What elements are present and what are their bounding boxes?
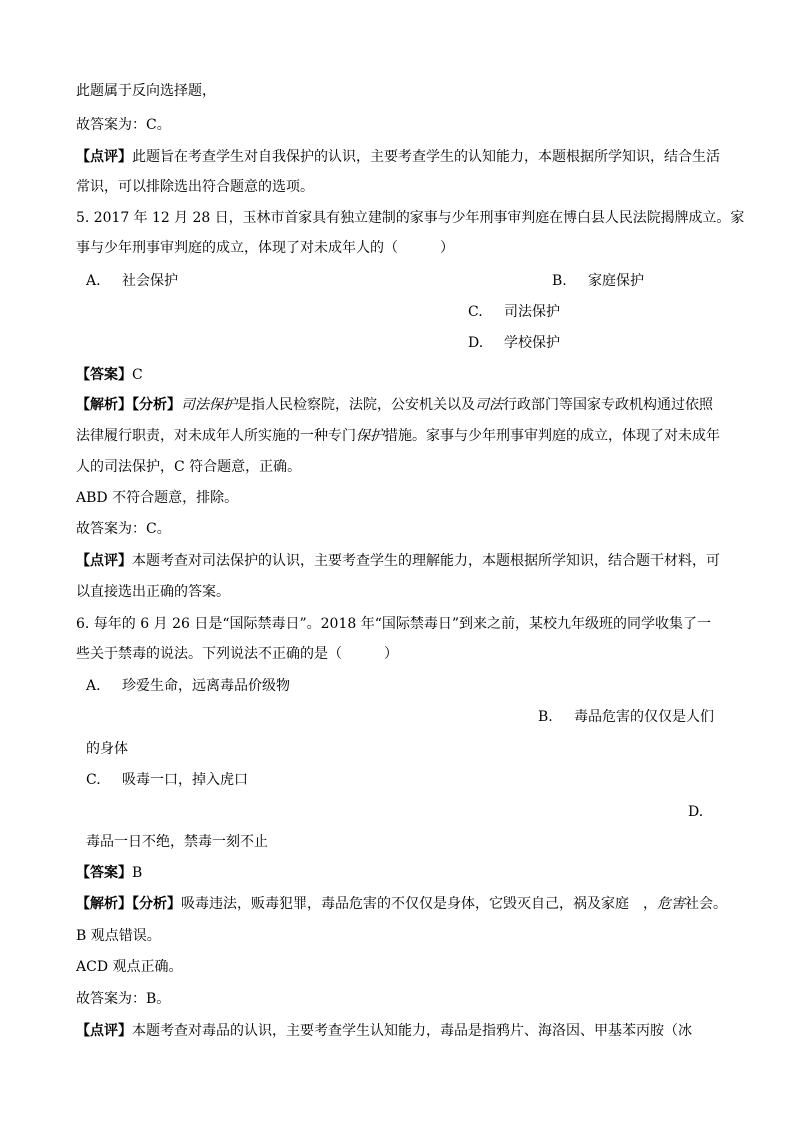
text-line: 此题属于反向选择题， — [76, 83, 216, 99]
text-line: 故答案为：C。 — [76, 117, 171, 133]
analysis-text: 是指人民检察院，法院，公安机关以及 — [237, 397, 475, 413]
option-text: 珍爱生命，远离毒品价级物 — [122, 678, 290, 694]
q5-analysis-line3: 人的司法保护，C 符合题意，正确。 — [76, 459, 302, 475]
analysis-italic: 保护 — [356, 428, 384, 444]
review-tag: 【点评】 — [76, 149, 132, 165]
q5-option-c — [468, 303, 560, 321]
review-tag: 【点评】 — [76, 1023, 132, 1039]
q5-review-line1 — [76, 552, 720, 570]
analysis-text: 行政部门等国家专政机构通过依照 — [503, 397, 713, 413]
option-letter: D. — [468, 335, 484, 351]
q6-stem-line2: 些关于禁毒的说法。下列说法不正确的是（ ） — [76, 646, 398, 662]
q6-answer — [76, 864, 142, 882]
q5-stem-line1: 5. 2017 年 12 月 28 日，玉林市首家具有独立建制的家事与少年刑事审判庭在博白县人民法院揭牌成立。家 — [76, 210, 745, 226]
q6-result: 故答案为：B。 — [76, 991, 171, 1007]
review-text: 本题考查对毒品的认识，主要考查学生认知能力，毒品是指鸦片、海洛因、甲基苯丙胺（冰 — [132, 1023, 692, 1039]
option-letter: A. — [86, 678, 101, 694]
analysis-text: 法律履行职责，对未成年人所实施的一种专门 — [76, 428, 356, 444]
q5-analysis-line2 — [76, 427, 720, 445]
answer-tag: 【答案】 — [76, 865, 132, 881]
q6-option-a — [86, 677, 290, 695]
review-line — [76, 148, 720, 166]
option-text: 社会保护 — [122, 273, 178, 289]
analysis-italic: 司法 — [475, 397, 503, 413]
q6-option-b-cont: 的身体 — [86, 741, 128, 757]
q6-review-line1 — [76, 1022, 692, 1040]
text-line: 常识，可以排除选出符合题意的选项。 — [76, 179, 314, 195]
q5-stem-line2: 事与少年刑事审判庭的成立，体现了对未成年人的（ ） — [76, 240, 454, 256]
analysis-text: 措施。家事与少年刑事审判庭的成立，体现了对未成年 — [384, 428, 720, 444]
q6-analysis-line3: ACD 观点正确。 — [76, 959, 183, 975]
q5-option-b — [552, 272, 644, 290]
q5-result: 故答案为：C。 — [76, 521, 171, 537]
option-text: 家庭保护 — [588, 273, 644, 289]
analysis-tag: 【解析】【分析】 — [76, 397, 181, 413]
analysis-italic: 司法保护 — [181, 397, 237, 413]
q5-answer — [76, 366, 143, 384]
option-text: 司法保护 — [504, 304, 560, 320]
option-letter: B. — [552, 273, 567, 289]
option-text: 学校保护 — [504, 335, 560, 351]
q5-review-line2: 以直接选出正确的答案。 — [76, 584, 230, 600]
analysis-text: 社会。 — [685, 896, 727, 912]
option-text: 吸毒一口，掉入虎口 — [122, 772, 248, 788]
option-letter: A. — [86, 273, 101, 289]
option-letter: B. — [538, 709, 553, 725]
analysis-tag: 【解析】【分析】 — [76, 896, 181, 912]
q5-analysis-line4: ABD 不符合题意，排除。 — [76, 490, 239, 506]
q6-option-b — [538, 708, 714, 726]
answer-value: C — [132, 367, 143, 383]
q6-option-d-letter: D. — [688, 804, 704, 820]
q6-analysis-line1 — [76, 895, 727, 913]
option-text: 毒品危害的仅仅是人们 — [574, 709, 714, 725]
answer-value: B — [132, 865, 143, 881]
review-tag: 【点评】 — [76, 553, 132, 569]
analysis-text: 吸毒违法，贩毒犯罪，毒品危害的不仅仅是身体，它毁灭自己，祸及家庭 ， — [181, 896, 657, 912]
q6-analysis-line2: B 观点错误。 — [76, 928, 161, 944]
answer-tag: 【答案】 — [76, 367, 132, 383]
q5-option-d — [468, 334, 560, 352]
q6-stem-line1: 6. 每年的 6 月 26 日是“国际禁毒日”。2018 年“国际禁毒日”到来之前，某校九年级班的同学收集了一 — [76, 616, 712, 632]
review-text: 此题旨在考查学生对自我保护的认识，主要考查学生的认知能力，本题根据所学知识，结合生活 — [132, 149, 720, 165]
q5-analysis-line1 — [76, 396, 713, 414]
q6-option-d: 毒品一日不绝，禁毒一刻不止 — [86, 834, 268, 850]
option-letter: C. — [468, 304, 483, 320]
analysis-italic: 危害 — [657, 896, 685, 912]
q5-option-a — [86, 272, 178, 290]
option-letter: C. — [86, 772, 101, 788]
q6-option-c — [86, 771, 248, 789]
review-text: 本题考查对司法保护的认识，主要考查学生的理解能力，本题根据所学知识，结合题干材料，可 — [132, 553, 720, 569]
